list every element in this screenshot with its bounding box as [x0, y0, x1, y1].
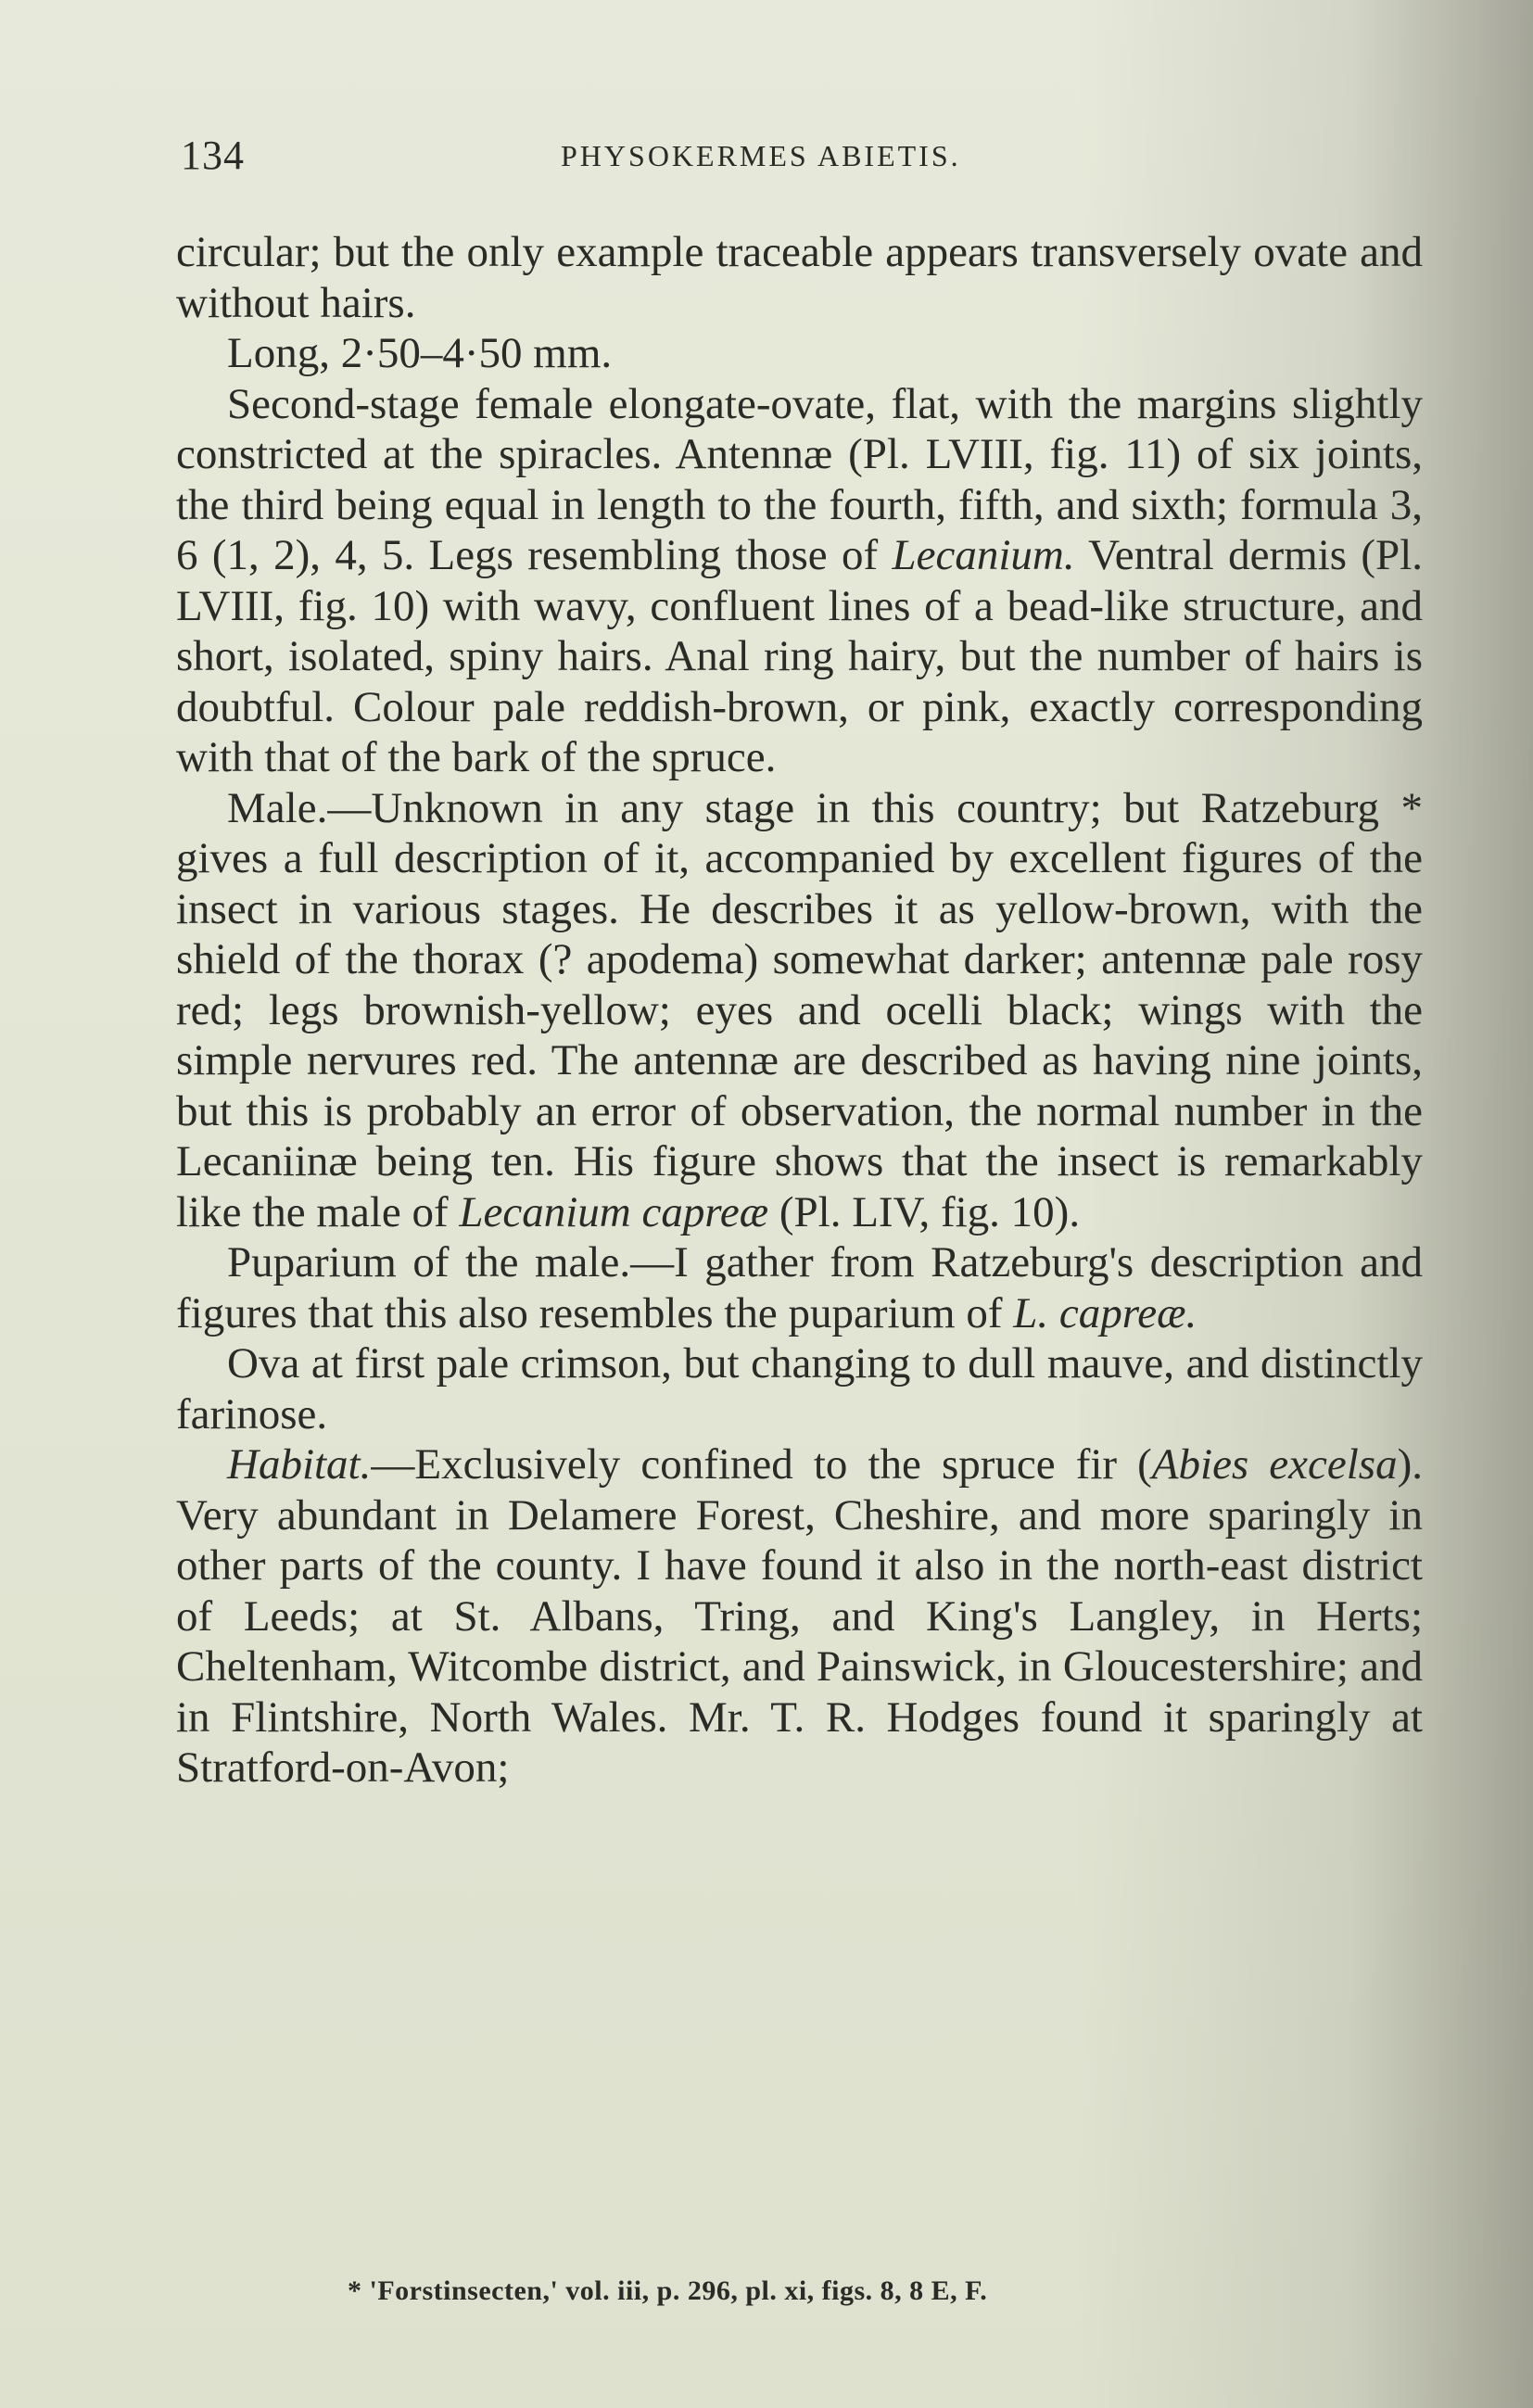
italic-text: Habitat. [227, 1440, 372, 1489]
footnote: * 'Forstinsecten,' vol. iii, p. 296, pl. xi, figs. 8, 8 E, F. [348, 2275, 988, 2306]
italic-text: Lecanium. [892, 531, 1075, 579]
body-text [176, 227, 1423, 1793]
paragraph-ova [176, 1338, 1423, 1439]
paragraph-puparium [176, 1237, 1423, 1338]
italic-text: L. capreæ. [1013, 1288, 1197, 1337]
paragraph-second-stage-female [176, 379, 1423, 783]
italic-text: Lecanium capreæ [459, 1187, 769, 1236]
paragraph-text: —Exclusively confined to the spruce fir ( [371, 1440, 1152, 1489]
running-head: PHYSOKERMES ABIETIS. [561, 139, 961, 172]
paragraph-text: (Pl. LIV, fig. 10). [768, 1187, 1081, 1236]
paragraph-text: Second-stage female elongate-ovate, flat, with the margins slightly constricted at the spiracles. Antennæ (Pl. LVIII, fig. 11) of six joints, the third being equal in length to the fourth, fifth, and sixth; formula 3, 6 (1, 2), 4, 5. Legs resembling those of [176, 379, 1423, 579]
page-number: 134 [181, 133, 245, 178]
paragraph-text: ). Very abundant in Delamere Forest, Cheshire, and more sparingly in other parts of the county. I have found it also in the north-east district of Leeds; at St. Albans, Tring, and King's Langley, in Herts; Cheltenham, Witcombe district, and Painswick, in Gloucestershire; and in Flintshire, North Wales. Mr. T. R. Hodges found it sparingly at Stratford-on-Avon; [176, 1440, 1423, 1792]
paragraph-text: Ova at first pale crimson, but changing to dull mauve, and distinctly farinose. [176, 1339, 1423, 1438]
page-header [181, 132, 1404, 187]
paragraph-text: Long, 2·50–4·50 mm. [227, 329, 613, 377]
paragraph-male [176, 783, 1423, 1238]
italic-text: Abies excelsa [1151, 1440, 1398, 1489]
paragraph-text: Ventral dermis (Pl. LVIII, fig. 10) with wavy, confluent lines of a bead-like structure, and short, isolated, spiny hairs. Anal ring hairy, but the number of hairs is doubtful. Colour pale reddish-brown, or pink, exactly corresponding with that of the bark of the spruce. [176, 531, 1423, 781]
paragraph-continuation [176, 227, 1423, 328]
paragraph-habitat [176, 1439, 1423, 1793]
paragraph-text: Puparium of the male.—I gather from Ratzeburg's description and figures that this also resembles the puparium of [176, 1238, 1423, 1337]
paragraph-text: circular; but the only example traceable appears transversely ovate and without hairs. [176, 228, 1423, 327]
paragraph-text: Male.—Unknown in any stage in this country; but Ratzeburg * gives a full description of it, accompanied by excellent figures of the insect in various stages. He describes it as yellow-brown, with the shield of the thorax (? apodema) somewhat darker; antennæ pale rosy red; legs brownish-yellow; eyes and ocelli black; wings with the simple nervures red. The antennæ are described as having nine joints, but this is probably an error of observation, the normal number in the Lecaniinæ being ten. His figure shows that the insect is remarkably like the male of [176, 783, 1423, 1236]
paragraph-long [176, 328, 1423, 379]
